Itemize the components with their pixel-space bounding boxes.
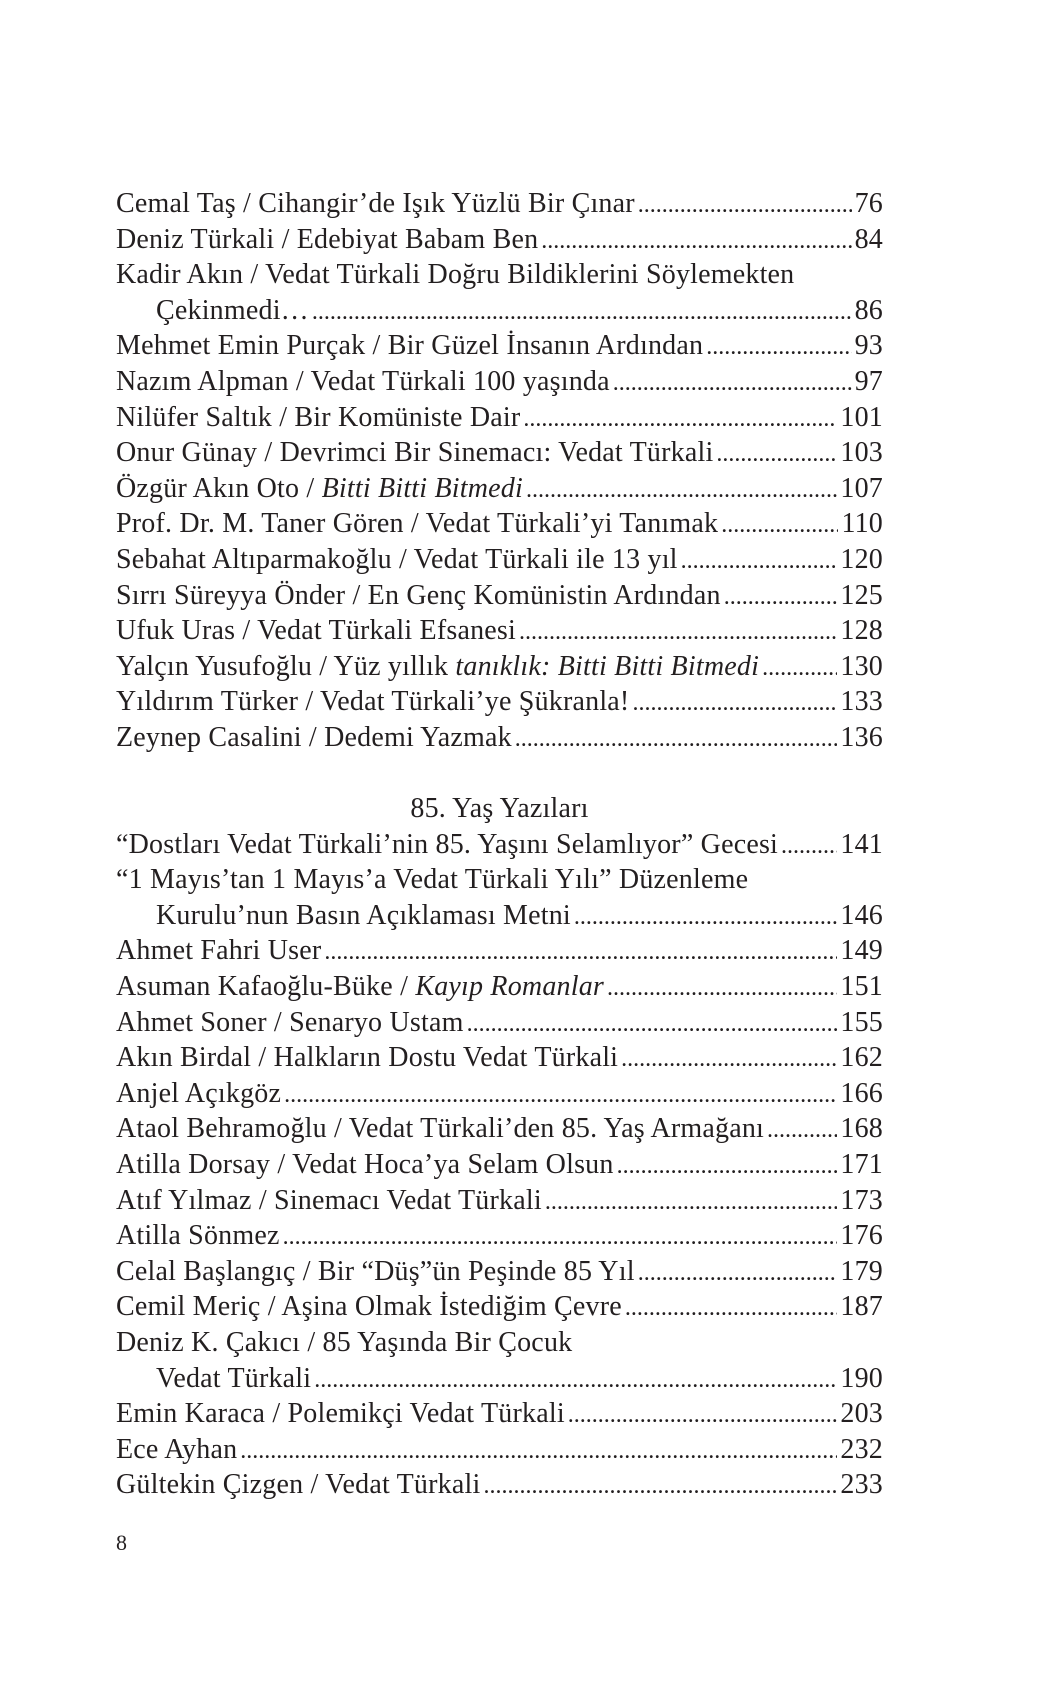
toc-page-number: 125: [840, 579, 883, 611]
toc-entry-text: Asuman Kafaoğlu-Büke /: [116, 971, 416, 1003]
toc-entry: [116, 186, 883, 222]
toc-page-number: 179: [840, 1255, 883, 1287]
toc-entry-text: Nazım Alpman / Vedat Türkali 100 yaşında: [116, 365, 610, 397]
toc-entry-italic-title: tanıklık: Bitti Bitti Bitmedi: [455, 650, 760, 682]
toc-entry-text: Sırrı Süreyya Önder / En Genç Komünistin Ardından: [116, 579, 721, 611]
toc-entry-text: Celal Başlangıç / Bir “Düş”ün Peşinde 85 Yıl: [116, 1255, 635, 1287]
dot-leader: [515, 720, 838, 758]
toc-entry: [116, 969, 883, 1005]
toc-entry-text: Ahmet Fahri User: [116, 935, 322, 967]
toc-entry-title: [116, 1005, 464, 1041]
toc-entry-text: Atilla Sönmez: [116, 1220, 280, 1252]
toc-page-number: 136: [840, 721, 883, 753]
toc-entry: [116, 1396, 883, 1432]
dot-leader: [519, 613, 837, 651]
toc-page-number: 190: [840, 1362, 883, 1394]
toc-entry-title: [116, 1218, 280, 1254]
toc-entry: [116, 1289, 883, 1325]
dot-leader: [716, 435, 837, 473]
dot-leader: [574, 898, 838, 936]
dot-leader: [545, 1183, 838, 1221]
toc-entry-title: [116, 1289, 622, 1325]
section-title: 85. Yaş Yazıları: [410, 793, 589, 825]
toc-entry-title: [116, 1076, 281, 1112]
toc-page-number: 110: [841, 508, 883, 540]
toc-entry-title: [116, 1183, 542, 1219]
toc-entry-title: [116, 435, 713, 471]
toc-entry: [116, 720, 883, 756]
toc-entry-text: Özgür Akın Oto /: [116, 472, 322, 504]
toc-entry: [116, 435, 883, 471]
toc-entry-text: Atilla Dorsay / Vedat Hoca’ya Selam Olsun: [116, 1149, 614, 1181]
toc-entry: [116, 364, 883, 400]
toc-entry-italic-title: Bitti Bitti Bitmedi: [321, 472, 523, 504]
toc-entry-text: Mehmet Emin Purçak / Bir Güzel İnsanın Ardından: [116, 330, 704, 362]
toc-entry-title: Kadir Akın / Vedat Türkali Doğru Bildiklerini Söylemekten: [116, 259, 795, 291]
toc-entry-title: [116, 1467, 480, 1503]
toc-page-number: 141: [840, 828, 883, 860]
dot-leader: [706, 328, 851, 366]
toc-entry: [116, 933, 883, 969]
toc-entry-text: Prof. Dr. M. Taner Gören / Vedat Türkali’yi Tanımak: [116, 508, 719, 540]
toc-page-number: 233: [840, 1469, 883, 1501]
toc-page-number: 166: [840, 1077, 883, 1109]
toc-entry-title: Vedat Türkali: [156, 1362, 312, 1394]
toc-page-number: 86: [854, 294, 883, 326]
toc-entry: [116, 1147, 883, 1183]
dot-leader: [314, 1361, 837, 1399]
toc-entry-text: Sebahat Altıparmakoğlu / Vedat Türkali ile 13 yıl: [116, 543, 678, 575]
toc-entry: [116, 471, 883, 507]
toc-entry-text: Zeynep Casalini / Dedemi Yazmak: [116, 721, 512, 753]
toc-page-number: 107: [840, 472, 883, 504]
toc-entry-text: Nilüfer Saltık / Bir Komüniste Dair: [116, 401, 521, 433]
toc-entry-text: Ece Ayhan: [116, 1433, 238, 1465]
toc-entry-title: [116, 186, 635, 222]
toc-entry: [116, 1076, 883, 1112]
page-number: 8: [116, 1530, 127, 1555]
toc-entry: [116, 1361, 883, 1397]
toc-page-number: 168: [840, 1113, 883, 1145]
toc-entry-title: [116, 1111, 764, 1147]
toc-entry-text: Onur Günay / Devrimci Bir Sinemacı: Vedat Türkali: [116, 437, 714, 469]
toc-entry-title: Deniz K. Çakıcı / 85 Yaşında Bir Çocuk: [116, 1327, 573, 1358]
toc-page-number: 120: [840, 543, 883, 575]
toc-entry-text: Anjel Açıkgöz: [116, 1077, 282, 1109]
toc-entry: [116, 1005, 883, 1041]
toc-entry-text: Cemal Taş / Cihangir’de Işık Yüzlü Bir Çınar: [116, 188, 635, 219]
toc-page-number: 84: [854, 223, 883, 255]
table-of-contents: [116, 186, 883, 1503]
toc-entry-title: [116, 684, 629, 720]
toc-page-number: 162: [840, 1042, 883, 1074]
toc-page-number: 130: [840, 650, 883, 682]
toc-page-number: 128: [840, 615, 883, 647]
dot-leader: [240, 1432, 837, 1470]
toc-page-number: 232: [840, 1433, 883, 1465]
dot-leader: [312, 293, 852, 331]
toc-entry-title: [116, 1432, 237, 1468]
dot-leader: [781, 827, 837, 865]
toc-entry-title: [116, 1147, 614, 1183]
dot-leader: [721, 506, 838, 544]
toc-entry-italic-title: Kayıp Romanlar: [415, 971, 604, 1003]
toc-entry: [116, 1254, 883, 1290]
toc-entry: [116, 1218, 883, 1254]
toc-entry: [116, 613, 883, 649]
dot-leader: [762, 649, 837, 687]
toc-entry: [116, 898, 883, 934]
toc-entry: [116, 400, 883, 436]
toc-page-number: 149: [840, 935, 883, 967]
toc-page-number: 187: [840, 1291, 883, 1323]
toc-entry: [116, 222, 883, 258]
dot-leader: [638, 1254, 838, 1292]
toc-entry-title: [116, 613, 516, 649]
toc-entry-title: “1 Mayıs’tan 1 Mayıs’a Vedat Türkali Yılı” Düzenleme: [116, 864, 749, 896]
toc-entry-title: [116, 649, 759, 685]
toc-page-number: 103: [840, 437, 883, 469]
toc-entry: [116, 1040, 883, 1076]
toc-entry-title: Kurulu’nun Basın Açıklaması Metni: [156, 899, 571, 931]
toc-entry-text: Ahmet Soner / Senaryo Ustam: [116, 1006, 464, 1038]
toc-entry-title: [116, 364, 610, 400]
dot-leader: [621, 1040, 837, 1078]
toc-entry-text: “Dostları Vedat Türkali’nin 85. Yaşını Selamlıyor” Gecesi: [116, 828, 779, 860]
toc-page-number: 171: [840, 1149, 883, 1181]
dot-leader: [767, 1111, 837, 1149]
toc-entry-text: Akın Birdal / Halkların Dostu Vedat Türkali: [116, 1042, 619, 1074]
dot-leader: [324, 933, 837, 971]
toc-entry-title: [116, 720, 512, 756]
toc-entry-title: Çekinmedi…: [156, 294, 309, 326]
toc-entry: [116, 1467, 883, 1503]
toc-entry-title: [116, 506, 718, 542]
toc-entry-title: [116, 1254, 635, 1290]
toc-entry-text: Gültekin Çizgen / Vedat Türkali: [116, 1469, 481, 1501]
toc-entry: [116, 649, 883, 685]
toc-entry-text: Emin Karaca / Polemikçi Vedat Türkali: [116, 1398, 565, 1430]
dot-leader: [526, 471, 837, 509]
toc-entry: [116, 1432, 883, 1468]
toc-entry: [116, 827, 883, 863]
toc-entry: [116, 1183, 883, 1219]
dot-leader: [283, 1218, 838, 1256]
toc-entry-title: [116, 827, 778, 863]
toc-entry-text: Ufuk Uras / Vedat Türkali Efsanesi: [116, 615, 517, 647]
toc-entry-title: [116, 400, 520, 436]
toc-entry-title: [116, 1396, 565, 1432]
dot-leader: [523, 400, 837, 438]
toc-entry-title: [116, 578, 721, 614]
dot-leader: [632, 684, 837, 722]
toc-page-number: 133: [840, 686, 883, 718]
toc-page-number: 203: [840, 1398, 883, 1430]
toc-entry: [116, 506, 883, 542]
dot-leader: [613, 364, 852, 402]
toc-entry-text: Yıldırım Türker / Vedat Türkali’ye Şükranla!: [116, 686, 630, 718]
dot-leader: [638, 186, 852, 224]
toc-entry-title: [116, 328, 703, 364]
toc-entry-title: [116, 969, 604, 1005]
toc-entry-title: [116, 222, 538, 258]
toc-page-number: 151: [840, 971, 883, 1003]
toc-entry-title: [116, 933, 321, 969]
dot-leader: [541, 222, 851, 260]
toc-entry: [116, 578, 883, 614]
toc-page-number: 97: [854, 365, 883, 397]
toc-page-number: 173: [840, 1184, 883, 1216]
toc-entry-text: Atıf Yılmaz / Sinemacı Vedat Türkali: [116, 1184, 542, 1216]
dot-leader: [607, 969, 837, 1007]
dot-leader: [284, 1076, 837, 1114]
dot-leader: [467, 1005, 838, 1043]
toc-entry-text: Ataol Behramoğlu / Vedat Türkali’den 85. Yaş Armağanı: [116, 1113, 765, 1145]
toc-entry-text: Cemil Meriç / Aşina Olmak İstediğim Çevre: [116, 1291, 622, 1323]
toc-page-number: 155: [840, 1006, 883, 1038]
toc-entry-title: [116, 1040, 618, 1076]
toc-entry: [116, 1111, 883, 1147]
dot-leader: [724, 578, 838, 616]
toc-entry-title: [116, 471, 523, 507]
toc-page-number: 93: [854, 330, 883, 362]
dot-leader: [568, 1396, 838, 1434]
toc-entry: [116, 684, 883, 720]
toc-page-number: 176: [840, 1220, 883, 1252]
toc-entry-text: Deniz Türkali / Edebiyat Babam Ben: [116, 223, 539, 255]
dot-leader: [617, 1147, 838, 1185]
dot-leader: [625, 1289, 838, 1327]
dot-leader: [681, 542, 838, 580]
dot-leader: [483, 1467, 837, 1505]
toc-entry: [116, 328, 883, 364]
toc-page-number: 76: [854, 188, 883, 219]
toc-entry: [116, 293, 883, 329]
toc-page-number: 146: [840, 899, 883, 931]
toc-entry: [116, 542, 883, 578]
toc-entry-text: Yalçın Yusufoğlu / Yüz yıllık: [116, 650, 456, 682]
toc-entry-title: [116, 542, 678, 578]
toc-page-number: 101: [840, 401, 883, 433]
